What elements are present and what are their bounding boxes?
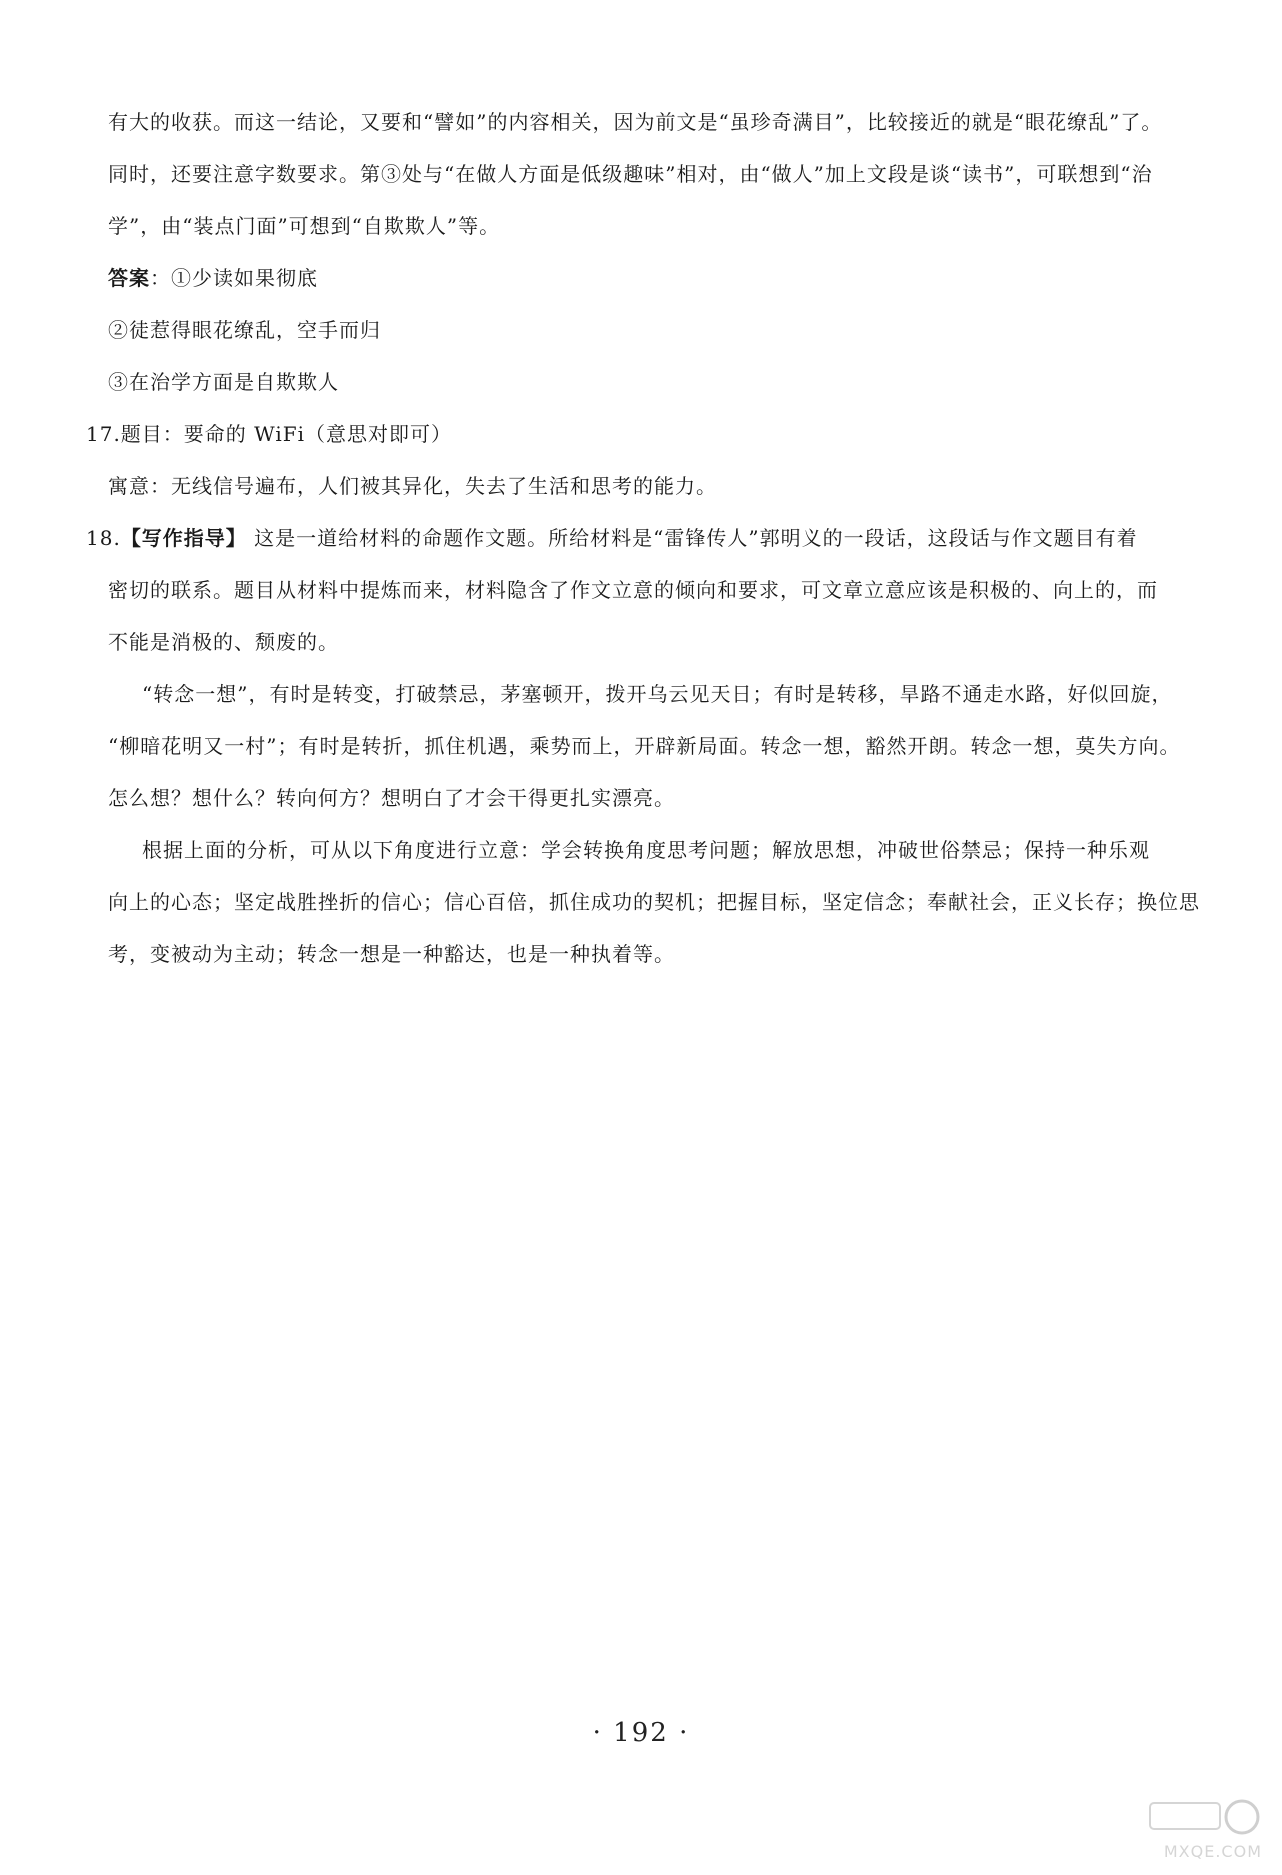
question-18-line (86, 512, 1238, 564)
text-line: “转念一想”，有时是转变，打破禁忌，茅塞顿开，拨开乌云见天日；有时是转移，旱路不通走水路，好似回旋， (142, 682, 1173, 706)
watermark-logo (1142, 1795, 1262, 1865)
writing-guide-text: 这是一道给材料的命题作文题。所给材料是“雷锋传人”郭明义的一段话，这段话与作文题目有着 (246, 526, 1138, 550)
text-line: 有大的收获。而这一结论，又要和“譬如”的内容相关，因为前文是“虽珍奇满目”，比较接近的就是“眼花缭乱”了。 (108, 110, 1163, 134)
text-line: 不能是消极的、颓废的。 (108, 630, 339, 654)
watermark-text: MXQE.COM (1163, 1842, 1262, 1861)
text-line: “柳暗花明又一村”；有时是转折，抓住机遇，乘势而上，开辟新局面。转念一想，豁然开朗。转念一想，莫失方向。 (108, 734, 1181, 758)
watermark-icon (1142, 1795, 1262, 1845)
question-17-meaning: 寓意：无线信号遍布，人们被其异化，失去了生活和思考的能力。 (108, 474, 717, 498)
text-line: 根据上面的分析，可从以下角度进行立意：学会转换角度思考问题；解放思想，冲破世俗禁忌；保持一种乐观 (142, 838, 1150, 862)
question-17: 17.题目：要命的 WiFi（意思对即可） (86, 422, 453, 446)
answer-item-2: ②徒惹得眼花缭乱，空手而归 (108, 318, 381, 342)
text-line: 密切的联系。题目从材料中提炼而来，材料隐含了作文立意的倾向和要求，可文章立意应该是积极的、向上的，而 (108, 578, 1158, 602)
answer-item-3: ③在治学方面是自欺欺人 (108, 370, 339, 394)
text-line: 怎么想？想什么？转向何方？想明白了才会干得更扎实漂亮。 (108, 786, 675, 810)
answer-item-1: ：①少读如果彻底 (150, 266, 318, 290)
text-line: 向上的心态；坚定战胜挫折的信心；信心百倍，抓住成功的契机；把握目标，坚定信念；奉献社会，正义长存；换位思 (108, 890, 1200, 914)
answer-label: 答案 (108, 266, 150, 290)
writing-guide-label: 【写作指导】 (120, 526, 247, 550)
text-line: 考，变被动为主动；转念一想是一种豁达，也是一种执着等。 (108, 942, 675, 966)
text-line: 学”，由“装点门面”可想到“自欺欺人”等。 (108, 214, 501, 238)
answer-line (108, 252, 1238, 304)
answer-text-block (86, 96, 1238, 980)
question-18-number: 18. (86, 526, 121, 550)
page-number: · 192 · (592, 1718, 690, 1748)
text-line: 同时，还要注意字数要求。第③处与“在做人方面是低级趣味”相对，由“做人”加上文段是谈“读书”，可联想到“治 (108, 162, 1153, 186)
